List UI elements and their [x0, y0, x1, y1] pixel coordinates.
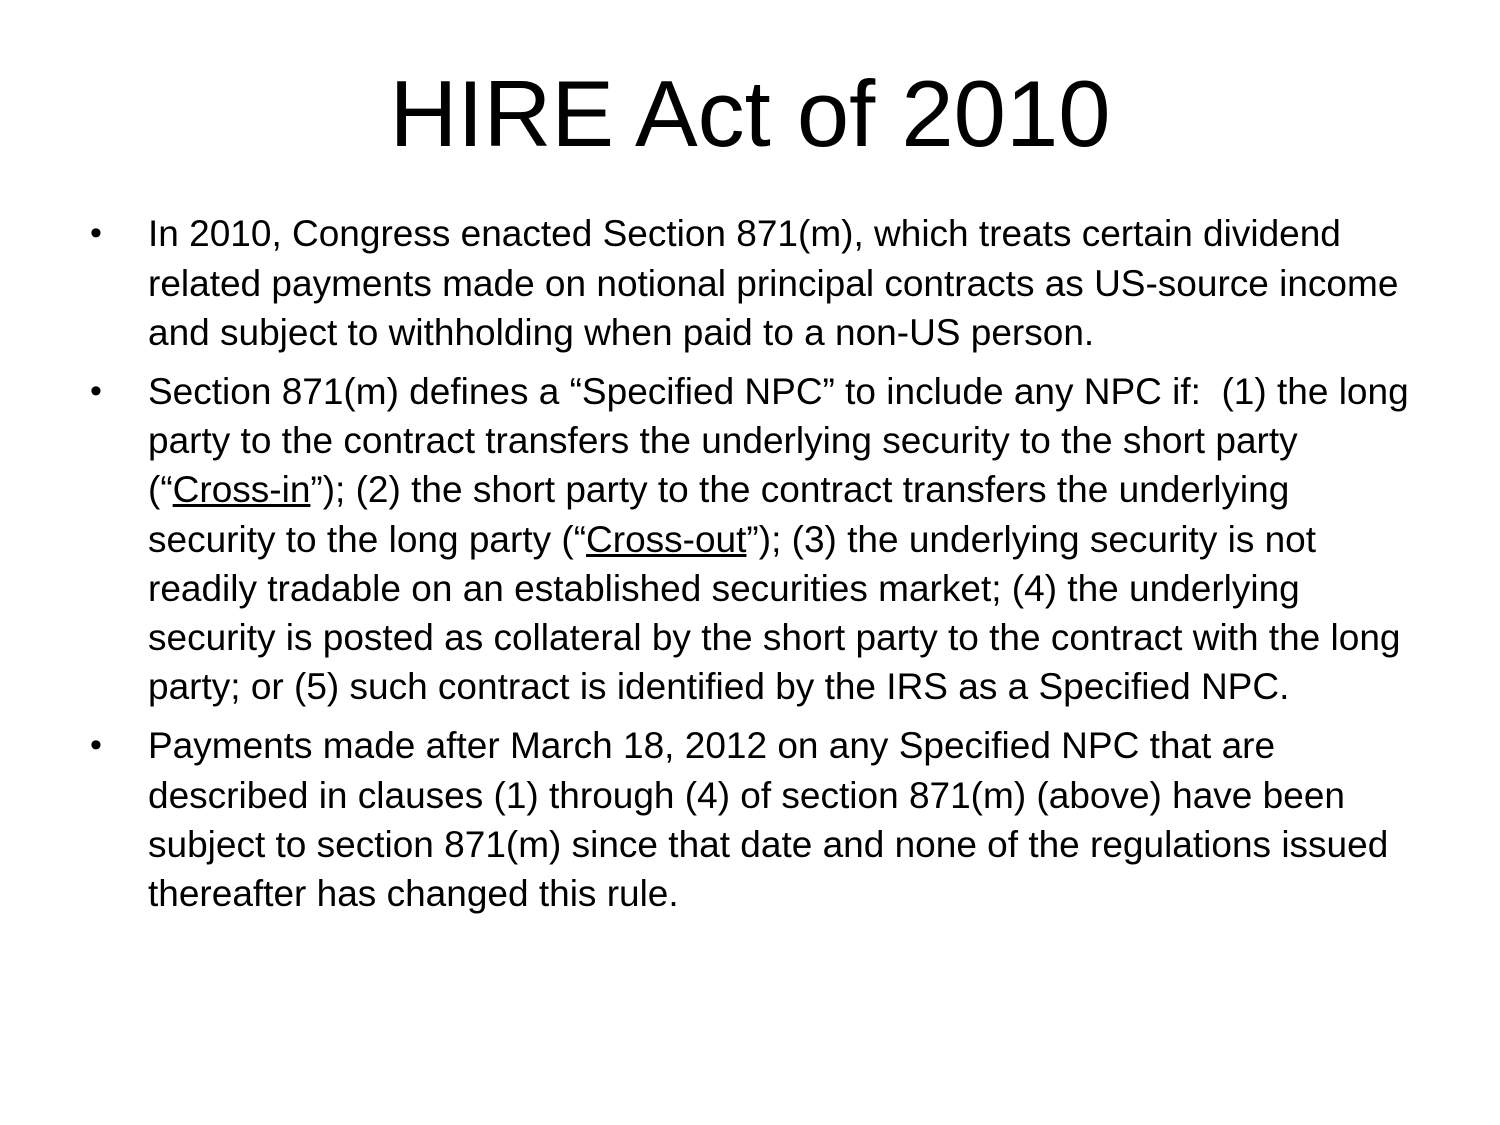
text-segment: Section 871(m) defines a “Specified NPC” to include any NPC if: (1) the long party to the contract transfers the underlying security to the short party (“	[148, 371, 1419, 511]
underlined-term: Cross-in	[172, 469, 311, 511]
bullet-marker-icon: •	[90, 372, 102, 410]
text-segment: ”); (2) the short party to the contract transfers the underlying security to the long party (“	[148, 469, 1300, 560]
slide-title: HIRE Act of 2010	[389, 61, 1111, 166]
bullet-item	[88, 209, 1422, 357]
bullet-text	[148, 725, 1399, 914]
text-segment: Payments made after March 18, 2012 on any Specified NPC that are described in clauses (1) through (4) of section 871(m) (above) have been subject to section 871(m) since that date and none of the regulations issued thereafter has changed this rule.	[148, 725, 1399, 915]
bullet-item	[88, 721, 1422, 918]
text-segment: ”); (3) the underlying security is not readily tradable on an established securities market; (4) the underlying security is posted as collateral by the short party to the contract with the long party; or (5) such contract is identified by the IRS as a Specified NPC.	[148, 518, 1411, 708]
bullet-list	[0, 209, 1500, 918]
bullet-marker-icon: •	[90, 214, 102, 253]
bullet-text	[148, 213, 1409, 352]
text-segment: In 2010, Congress enacted Section 871(m), which treats certain dividend related payments made on notional principal contracts as US-source income and subject to withholding when paid to a non-US person.	[148, 213, 1409, 353]
bullet-text	[148, 371, 1419, 707]
bullet-item	[88, 367, 1422, 711]
underlined-term: Cross-out	[586, 518, 747, 560]
bullet-marker-icon: •	[90, 726, 102, 765]
